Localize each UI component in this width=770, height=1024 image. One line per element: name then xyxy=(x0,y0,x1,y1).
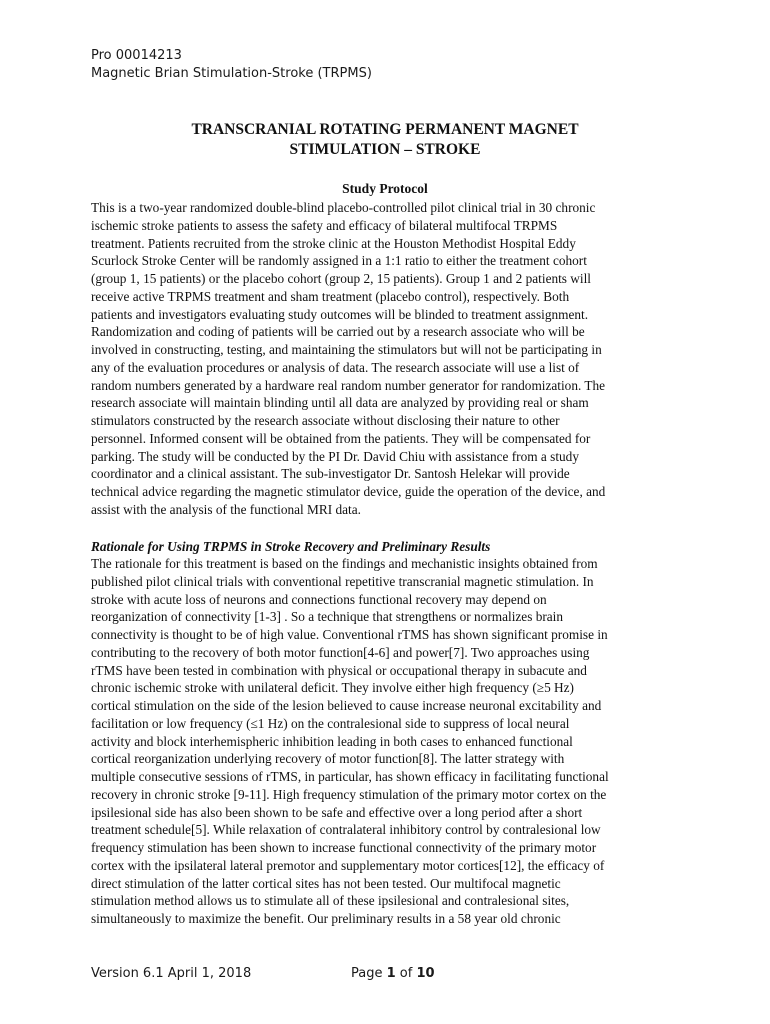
document-title xyxy=(91,120,679,160)
paragraph-line: stimulators constructed by the research associate without disclosing their nature to other xyxy=(91,413,560,428)
title-line-2: STIMULATION – STROKE xyxy=(289,141,481,158)
protocol-number: Pro 00014213 xyxy=(91,48,182,63)
paragraph-line: assist with the analysis of the functional MRI data. xyxy=(91,501,361,517)
paragraph-line: coordinator and a clinical assistant. The sub-investigator Dr. Santosh Helekar will provide xyxy=(91,466,570,482)
paragraph-line: ischemic stroke patients to assess the safety and efficacy of bilateral multifocal TRPMS xyxy=(91,217,558,233)
paragraph-line: any of the evaluation procedures or analysis of data. The research associate will use a list of xyxy=(91,359,580,375)
paragraph-line: treatment schedule[5]. While relaxation of contralateral inhibitory control by contralesional low xyxy=(91,822,601,838)
paragraph-line: (group 1, 15 patients) or the placebo cohort (group 2, 15 patients). Group 1 and 2 patients will xyxy=(91,271,591,286)
paragraph-line: stroke with acute loss of neurons and connections functional recovery may depend on xyxy=(91,591,547,607)
paragraph-line: random numbers generated by a hardware real random number generator for randomization. The xyxy=(91,377,606,393)
paragraph-line: parking. The study will be conducted by the PI Dr. David Chiu with assistance from a study xyxy=(91,448,579,464)
paragraph-line: reorganization of connectivity [1-3] . So a technique that strengthens or normalizes brain xyxy=(91,609,564,625)
paragraph-line: The rationale for this treatment is based on the findings and mechanistic insights obtained from xyxy=(91,556,598,571)
paragraph-line: research associate will maintain blinding until all data are analyzed by providing real or sham xyxy=(91,395,589,411)
paragraph-line: chronic ischemic stroke with unilateral deficit. They involve either high frequency (≥5 Hz) xyxy=(91,680,574,696)
rationale-paragraph xyxy=(91,555,691,928)
study-short-title: Magnetic Brian Stimulation-Stroke (TRPMS) xyxy=(91,66,372,81)
paragraph-line: personnel. Informed consent will be obtained from the patients. They will be compensated for xyxy=(91,430,591,446)
paragraph-line: published pilot clinical trials with conventional repetitive transcranial magnetic stimulation. In xyxy=(91,573,594,589)
paragraph-line: connectivity is thought to be of high value. Conventional rTMS has shown significant promise in xyxy=(91,627,608,642)
paragraph-line: Randomization and coding of patients will be carried out by a research associate who will be xyxy=(91,324,585,340)
paragraph-line: This is a two-year randomized double-blind placebo-controlled pilot clinical trial in 30 chronic xyxy=(91,200,596,215)
paragraph-line: treatment. Patients recruited from the stroke clinic at the Houston Methodist Hospital Eddy xyxy=(91,235,576,251)
paragraph-line: frequency stimulation has been shown to increase functional connectivity of the primary motor xyxy=(91,840,597,855)
rationale-heading: Rationale for Using TRPMS in Stroke Recovery and Preliminary Results xyxy=(91,539,491,554)
paragraph-line: cortical reorganization underlying recovery of motor function[8]. The latter strategy with xyxy=(91,751,565,767)
paragraph-line: rTMS have been tested in combination with physical or occupational therapy in subacute and xyxy=(91,662,587,678)
paragraph-line: cortex with the ipsilateral lateral premotor and supplementary motor cortices[12], the efficacy of xyxy=(91,857,605,873)
paragraph-line: cortical stimulation on the side of the lesion believed to cause increase neuronal excitability and xyxy=(91,698,602,713)
paragraph-line: involved in constructing, testing, and maintaining the stimulators but will not be participating in xyxy=(91,342,602,357)
page-number xyxy=(351,965,435,983)
page-current: 1 xyxy=(386,966,396,981)
paragraph-line: contributing to the recovery of both motor function[4-6] and power[7]. Two approaches using xyxy=(91,644,590,660)
page-label: Page xyxy=(351,966,387,981)
paragraph-line: activity and block interhemispheric inhibition leading in both cases to enhanced functional xyxy=(91,733,573,749)
paragraph-line: ipsilesional side has also been shown to be safe and effective over a long period after a short xyxy=(91,804,583,820)
page-total: 10 xyxy=(416,966,435,981)
paragraph-line: facilitation or low frequency (≤1 Hz) on the contralesional side to suppress of local neural xyxy=(91,715,570,731)
paragraph-line: recovery in chronic stroke [9-11]. High frequency stimulation of the primary motor cortex on the xyxy=(91,786,607,802)
paragraph-line: receive active TRPMS treatment and sham treatment (placebo control), respectively. Both xyxy=(91,288,570,304)
study-protocol-heading: Study Protocol xyxy=(342,181,428,196)
paragraph-line: simultaneously to maximize the benefit. Our preliminary results in a 58 year old chronic xyxy=(91,911,561,926)
paragraph-line: direct stimulation of the latter cortical sites has not been tested. Our multifocal magnetic xyxy=(91,875,561,891)
title-line-1: TRANSCRANIAL ROTATING PERMANENT MAGNET xyxy=(191,121,579,138)
paragraph-line: stimulation method allows us to stimulate all of these ipsilesional and contralesional sites, xyxy=(91,893,570,909)
study-protocol-paragraph xyxy=(91,199,691,519)
page-of-label: of xyxy=(395,966,417,981)
page-header xyxy=(91,47,372,83)
paragraph-line: patients and investigators evaluating study outcomes will be blinded to treatment assignment. xyxy=(91,306,589,322)
version-date: Version 6.1 April 1, 2018 xyxy=(91,966,252,981)
paragraph-line: technical advice regarding the magnetic stimulator device, guide the operation of the device, and xyxy=(91,484,606,499)
paragraph-line: Scurlock Stroke Center will be randomly assigned in a 1:1 ratio to either the treatment cohort xyxy=(91,253,587,269)
paragraph-line: multiple consecutive sessions of rTMS, in particular, has shown efficacy in facilitating functional xyxy=(91,769,609,784)
